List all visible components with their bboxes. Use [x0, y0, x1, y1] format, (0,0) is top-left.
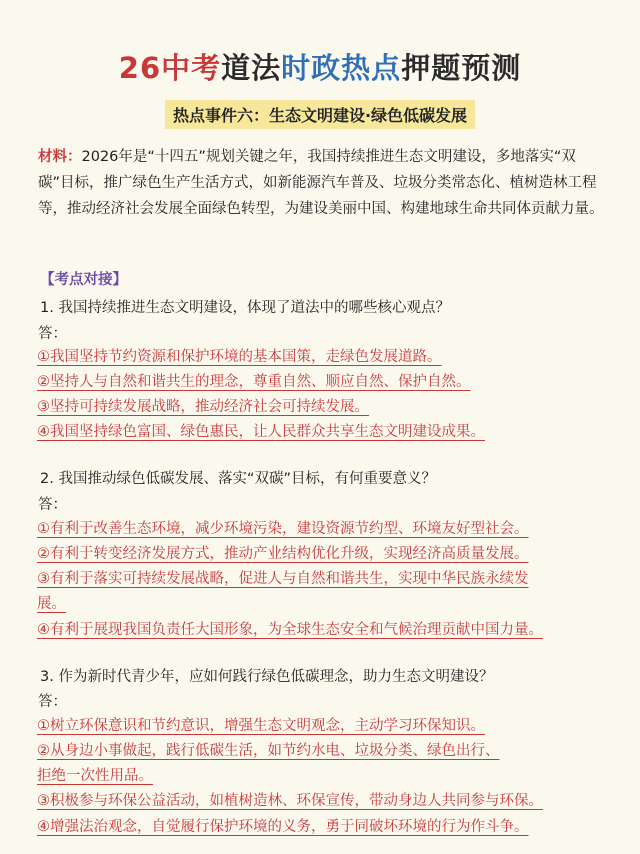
question-2: 2. 我国推动绿色低碳发展、落实“双碳”目标，有何重要意义？ [40, 471, 436, 487]
answer-label-1: 答： [38, 326, 67, 342]
answer-2-4: ④有利于展现我国负责任大国形象，为全球生态安全和气候治理贡献中国力量。 [37, 622, 543, 638]
answer-3-4: ④增强法治观念，自觉履行保护环境的义务，勇于同破坏环境的行为作斗争。 [37, 819, 529, 835]
subtitle-container [0, 100, 640, 129]
title-part-topic: 时政热点 [281, 51, 402, 85]
answer-1-4: ④我国坚持绿色富国、绿色惠民，让人民群众共享生态文明建设成果。 [37, 424, 485, 440]
answer-2-3-cont: 展。 [37, 596, 66, 612]
answer-label-3: 答： [38, 694, 67, 710]
answer-2-1: ①有利于改善生态环境，减少环境污染，建设资源节约型、环境友好型社会。 [37, 521, 529, 537]
page-title [0, 46, 640, 87]
answer-2-2: ②有利于转变经济发展方式，推动产业结构优化升级，实现经济高质量发展。 [37, 546, 529, 562]
title-part-subject: 道法 [221, 51, 282, 85]
question-1: 1. 我国持续推进生态文明建设，体现了道法中的哪些核心观点？ [40, 300, 450, 316]
answer-2-3: ③有利于落实可持续发展战略，促进人与自然和谐共生，实现中华民族永续发 [37, 571, 529, 587]
material-label: 材料： [38, 149, 82, 165]
answer-1-2: ②坚持人与自然和谐共生的理念，尊重自然、顺应自然、保护自然。 [37, 374, 471, 390]
answer-3-2-cont: 拒绝一次性用品。 [37, 768, 153, 784]
answer-1-1: ①我国坚持节约资源和保护环境的基本国策，走绿色发展道路。 [37, 349, 442, 365]
subtitle-highlight: 热点事件六：生态文明建设·绿色低碳发展 [165, 100, 475, 129]
answer-1-3: ③坚持可持续发展战略，推动经济社会可持续发展。 [37, 399, 369, 415]
answer-3-1: ①树立环保意识和节约意识，增强生态文明观念，主动学习环保知识。 [37, 718, 485, 734]
title-part-forecast: 押题预测 [401, 51, 522, 85]
title-part-year: 26中考 [118, 51, 222, 85]
material-text: 2026年是“十四五”规划关键之年，我国持续推进生态文明建设，多地落实“双碳”目标，推广绿色生产生活方式，如新能源汽车普及、垃圾分类常态化、植树造林工程等，推动经济社会发展全面绿色转型，为建设美丽中国、构建地球生命共同体贡献力量。 [38, 149, 604, 217]
answer-3-3: ③积极参与环保公益活动，如植树造林、环保宣传，带动身边人共同参与环保。 [37, 793, 543, 809]
question-3: 3. 作为新时代青少年，应如何践行绿色低碳理念，助力生态文明建设？ [40, 669, 494, 685]
answer-3-2: ②从身边小事做起，践行低碳生活，如节约水电、垃圾分类、绿色出行、 [37, 743, 500, 759]
section-label: 【考点对接】 [40, 272, 127, 288]
answer-label-2: 答： [38, 497, 67, 513]
material-paragraph [38, 144, 610, 222]
